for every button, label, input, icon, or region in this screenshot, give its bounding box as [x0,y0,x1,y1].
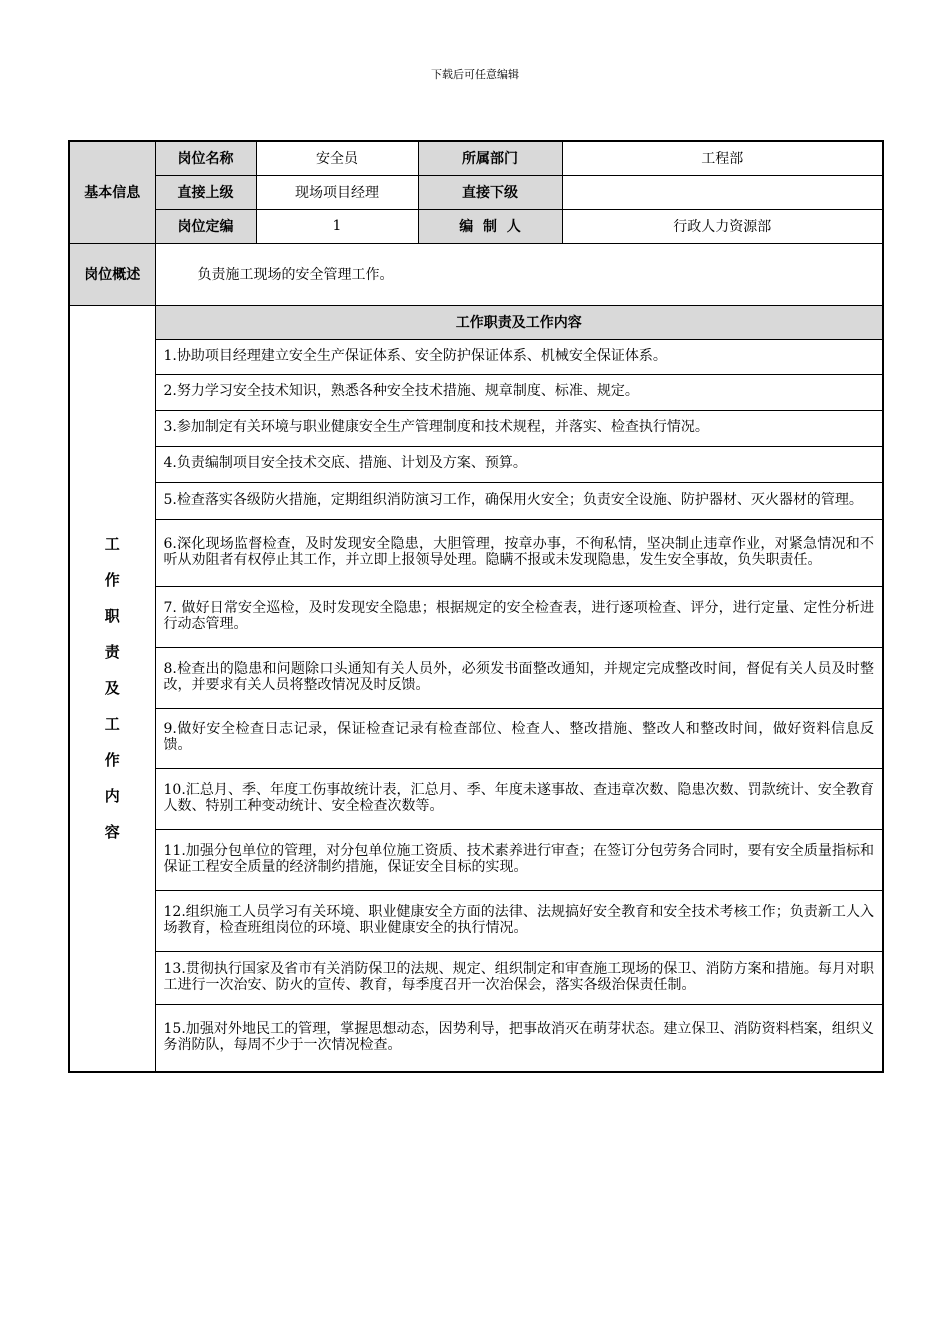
basic-info-label: 基本信息 [69,141,155,243]
prepared-by-value: 行政人力资源部 [562,209,883,243]
direct-subordinate-label: 直接下级 [418,175,562,209]
duties-vertical-char: 容 [104,823,120,842]
direct-subordinate-value [562,175,883,209]
duty-item: 9.做好安全检查日志记录，保证检查记录有检查部位、检查人、整改措施、整改人和整改时间，做好资料信息反馈。 [155,708,883,768]
basic-row-3 [69,209,883,243]
duty-item: 1.协助项目经理建立安全生产保证体系、安全防护保证体系、机械安全保证体系。 [155,339,883,374]
duty-item: 2.努力学习安全技术知识，熟悉各种安全技术措施、规章制度、标准、规定。 [155,374,883,410]
duty-item: 6.深化现场监督检查，及时发现安全隐患，大胆管理，按章办事，不徇私情，坚决制止违章作业，对紧急情况和不听从劝阻者有权停止其工作，并立即上报领导处理。隐瞒不报或未发现隐患，发生安全事故，负失职责任。 [155,519,883,586]
duties-vertical-char: 职 [104,607,120,626]
duties-vertical-char: 作 [104,571,120,590]
department-value: 工程部 [562,141,883,175]
duties-vertical-char: 作 [104,751,120,770]
duties-title: 工作职责及工作内容 [155,305,883,339]
duties-title-row [69,305,883,339]
headcount-value: 1 [256,209,418,243]
duties-vertical-char: 责 [104,643,120,662]
prepared-by-label: 编 制 人 [418,209,562,243]
duty-item: 12.组织施工人员学习有关环境、职业健康安全方面的法律、法规搞好安全教育和安全技术考核工作；负责新工人入场教育，检查班组岗位的环境、职业健康安全的执行情况。 [155,890,883,951]
duties-vertical-char: 内 [104,787,120,806]
position-name-value: 安全员 [256,141,418,175]
direct-superior-value: 现场项目经理 [256,175,418,209]
duties-vertical-char: 工 [104,535,120,554]
duty-item: 7. 做好日常安全巡检，及时发现安全隐患；根据规定的安全检查表，进行逐项检查、评分，进行定量、定性分析进行动态管理。 [155,586,883,647]
basic-row-2 [69,175,883,209]
direct-superior-label: 直接上级 [155,175,256,209]
duties-vertical-char: 工 [104,715,120,734]
duty-item: 13.贯彻执行国家及省市有关消防保卫的法规、规定、组织制定和审查施工现场的保卫、消防方案和措施。每月对职工进行一次治安、防火的宣传、教育，每季度召开一次治保会，落实各级治保责任制。 [155,951,883,1004]
overview-text: 负责施工现场的安全管理工作。 [155,243,883,305]
duties-vertical-char: 及 [104,679,120,698]
basic-row-1 [69,141,883,175]
duty-item: 3.参加制定有关环境与职业健康安全生产管理制度和技术规程，并落实、检查执行情况。 [155,410,883,446]
page-header-note: 下载后可任意编辑 [431,68,519,81]
duty-item: 4.负责编制项目安全技术交底、措施、计划及方案、预算。 [155,446,883,482]
duty-item: 5.检查落实各级防火措施，定期组织消防演习工作，确保用火安全；负责安全设施、防护器材、灭火器材的管理。 [155,482,883,519]
overview-row [69,243,883,305]
duties-vertical-label [69,305,155,1072]
duty-item: 15.加强对外地民工的管理，掌握思想动态，因势利导，把事故消灭在萌芽状态。建立保卫、消防资料档案，组织义务消防队，每周不少于一次情况检查。 [155,1004,883,1072]
job-description-table [68,140,884,1073]
headcount-label: 岗位定编 [155,209,256,243]
duty-item: 11.加强分包单位的管理，对分包单位施工资质、技术素养进行审查；在签订分包劳务合同时，要有安全质量指标和保证工程安全质量的经济制约措施，保证安全目标的实现。 [155,829,883,890]
department-label: 所属部门 [418,141,562,175]
position-name-label: 岗位名称 [155,141,256,175]
duty-item: 8.检查出的隐患和问题除口头通知有关人员外，必须发书面整改通知，并规定完成整改时间，督促有关人员及时整改，并要求有关人员将整改情况及时反馈。 [155,647,883,708]
duty-item: 10.汇总月、季、年度工伤事故统计表，汇总月、季、年度未遂事故、查违章次数、隐患次数、罚款统计、安全教育人数、特别工种变动统计、安全检查次数等。 [155,768,883,829]
overview-label: 岗位概述 [69,243,155,305]
